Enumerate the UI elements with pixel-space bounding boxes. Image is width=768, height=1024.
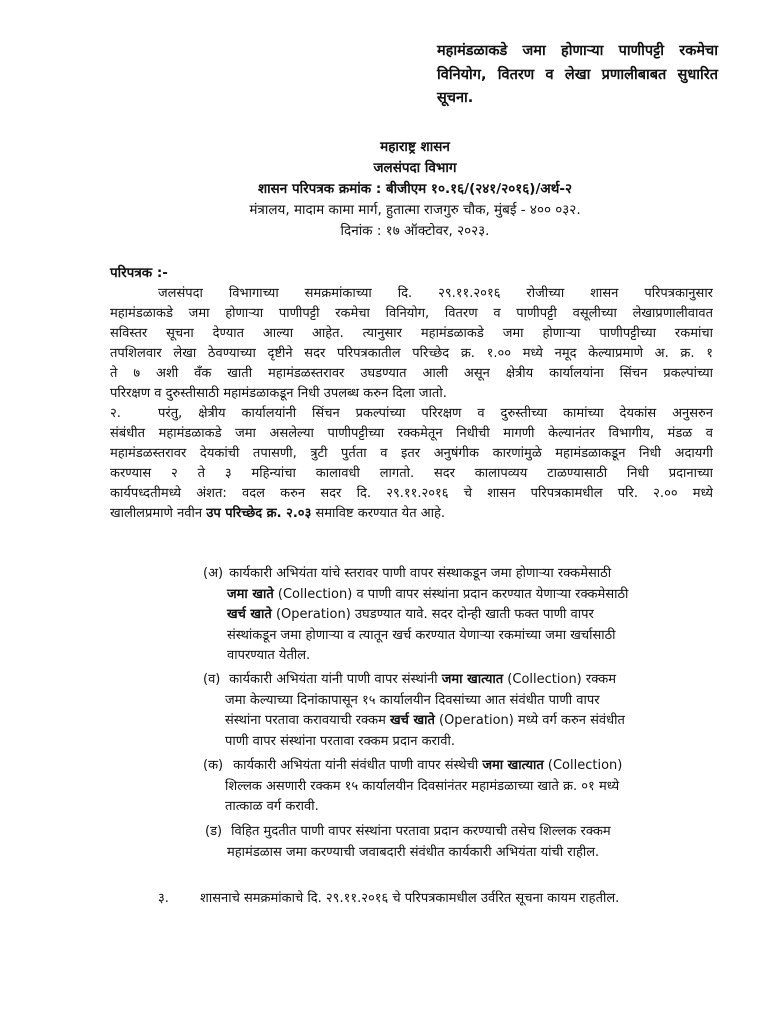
subject-line: महामंडळाकडे जमा होणाऱ्या पाणीपट्टी रकमेचा [437,43,718,59]
item-label: (ड) [205,824,223,839]
item-line [203,605,713,626]
paragraph-line [110,404,713,424]
paragraph-3 [158,888,619,906]
circular-heading: परिपत्रक :- [110,265,168,281]
item-line [203,670,713,691]
paragraph-line: तपशिलवार लेखा ठेवण्याच्या दृष्टीने सदर परिपत्रकातील परिच्छेद क्र. १.०० मध्ये नमूद केल्याप्रमाणे अ. क्र. १ [110,346,713,361]
item-line [205,822,713,843]
paragraph-line: सविस्तर सूचना देण्यात आल्या आहेत. त्यानुसार महामंडळाकडे जमा होणाऱ्या पाणीपट्टीच्या रकमांचा [110,326,713,341]
account-term: खर्च खाते [227,607,272,622]
paragraph-number: २. [110,406,121,421]
text-run: (Operation) उघडण्यात यावे. सदर दोन्ही खाती फक्त पाणी वापर [271,607,594,622]
text-run: संस्थांना परतावा करावयाची रक्कम [225,713,391,728]
item-line: शिल्लक असणारी रक्कम १५ कार्यालयीन दिवसांनंतर महामंडळाच्या खाते क्र. ०१ मध्ये [225,778,620,794]
paragraph-line: महामंडळाकडे जमा होणाऱ्या पाणीपट्टी रकमेचा विनियोग, वितरण व पाणीपट्टी वसूलीच्या लेखाप्रणालीवावत [110,306,713,321]
circular-reference: शासन परिपत्रक क्रमांक : बीजीएम १०.१६/(२४१/२०१६)/अर्थ-२ [258,181,572,197]
text-run: (Operation) मध्ये वर्ग करुन संवंधीत [434,713,625,728]
paragraph-text: परंतु, क्षेत्रीय कार्यालयांनी सिंचन प्रकल्पांच्या परिरक्षण व दुरुस्तीच्या कामांच्या देयकांस अनुसरुन [158,406,713,421]
paragraph-1 [110,284,713,404]
item-a [203,564,713,667]
account-term: जमा खात्यात [441,672,504,687]
paragraph-line: ते ७ अशी वँक खाती महामंडळस्तरावर उघडण्यात आली असून क्षेत्रीय कार्यालयांना सिंचन प्रकल्पांच्या [110,366,713,381]
text-run: (Collection) [543,758,623,773]
item-line [203,585,713,606]
paragraph-line: करण्यास २ ते ३ महिन्यांचा कालावधी लागतो. सदर कालापव्यय टाळण्यासाठी निधी प्रदानाच्या [110,466,713,481]
item-line [203,564,713,585]
subject-line: सूचना. [437,90,474,106]
item-b [203,670,713,752]
office-address: मंत्रालय, मादाम कामा मार्ग, हुतात्मा राजगुरु चौक, मुंबई - ४०० ०३२. [249,202,581,218]
subject-line: विनियोग, वितरण व लेखा प्रणालीबाबत सुधारित [437,66,718,83]
item-line: तात्काळ वर्ग करावी. [225,799,319,814]
letterhead [110,137,720,242]
paragraph-line [110,504,713,524]
text-run: समाविष्ट करण्यात येत आहे. [311,506,446,521]
item-line: जमा केल्याच्या दिनांकापासून १५ कार्यालयीन दिवसांच्या आत संवंधीत पाणी वापर [225,692,600,708]
paragraph-line: कार्यपध्दतीमध्ये अंशत: वदल करुन सदर दि. २९.११.२०१६ चे शासन परिपत्रकामधील परि. २.०० मध्ये [110,486,713,501]
government-name: महाराष्ट्र शासन [380,139,450,155]
item-c [203,756,713,818]
paragraph-line: संबंधीत महामंडळाकडे जमा असलेल्या पाणीपट्टीच्या रक्कमेतून निधीची मागणी केल्यानंतर विभागीय, मंडळ व [110,426,713,441]
item-label: (अ) [203,566,224,581]
paragraph-number: ३. [158,891,169,906]
account-term: जमा खाते [227,586,274,602]
text-run: कार्यकारी अभियंता यांनी संवंधीत पाणी वापर संस्थेची [233,758,483,773]
item-line: वापरण्यात येतील. [227,648,311,663]
item-line: महामंडळास जमा करण्याची जवाबदारी संवंधीत कार्यकारी अभियंता यांची राहील. [227,844,600,860]
paragraph-2 [110,404,713,524]
department-name: जलसंपदा विभाग [373,160,457,176]
item-label: (क) [203,758,224,773]
text-run: (Collection) व पाणी वापर संस्थांना प्रदान करण्यात येणाऱ्या रक्कमेसाठी [273,586,629,602]
paragraph-line: महामंडळस्तरावर देयकांची तपासणी, त्रुटी पुर्तता व इतर अनुषंगीक कारणांमुळे महामंडळाकडून निधी अदायगी [110,446,713,461]
paragraph-line: परिरक्षण व दुरुस्तीसाठी महामंडळाकडून निधी उपलब्ध करुन दिला जातो. [110,386,447,401]
item-text: विहित मुदतीत पाणी वापर संस्थांना परतावा प्रदान करण्याची तसेच शिल्लक रक्कम [231,824,611,839]
text-run: (Collection) रक्कम [503,672,617,687]
paragraph-text: शासनाचे समक्रमांकाचे दि. २९.११.२०१६ चे परिपत्रकामधील उर्वरित सूचना कायम राहतील. [200,891,620,906]
item-text: कार्यकारी अभियंता यांचे स्तरावर पाणी वापर संस्थाकडून जमा होणाऱ्या रक्कमेसाठी [229,566,612,581]
subject-block [437,40,718,111]
item-line [203,756,713,777]
account-term: जमा खात्यात [482,758,544,773]
text-run: खालीलप्रमाणे नवीन [110,506,207,521]
item-line: संस्थांकडून जमा होणाऱ्या व त्यातून खर्च करण्यात येणाऱ्या रकमांच्या जमा खर्चासाठी [227,627,616,643]
circular-date: दिनांक : १७ ऑक्टोवर, २०२३. [340,223,490,239]
paragraph-line: जलसंपदा विभागाच्या समक्रमांकाच्या दि. २९.११.२०१६ रोजीच्या शासन परिपत्रकानुसार [158,286,713,301]
account-term: खर्च खाते [390,713,435,728]
subparagraph-number: उप परिच्छेद क्र. २.०३ [206,506,312,521]
item-label: (व) [203,672,221,687]
item-d [205,822,713,863]
text-run: कार्यकारी अभियंता यांनी पाणी वापर संस्थांनी [229,672,442,687]
item-line [203,711,713,732]
item-line: पाणी वापर संस्थांना परतावा रक्कम प्रदान करावी. [225,733,455,749]
